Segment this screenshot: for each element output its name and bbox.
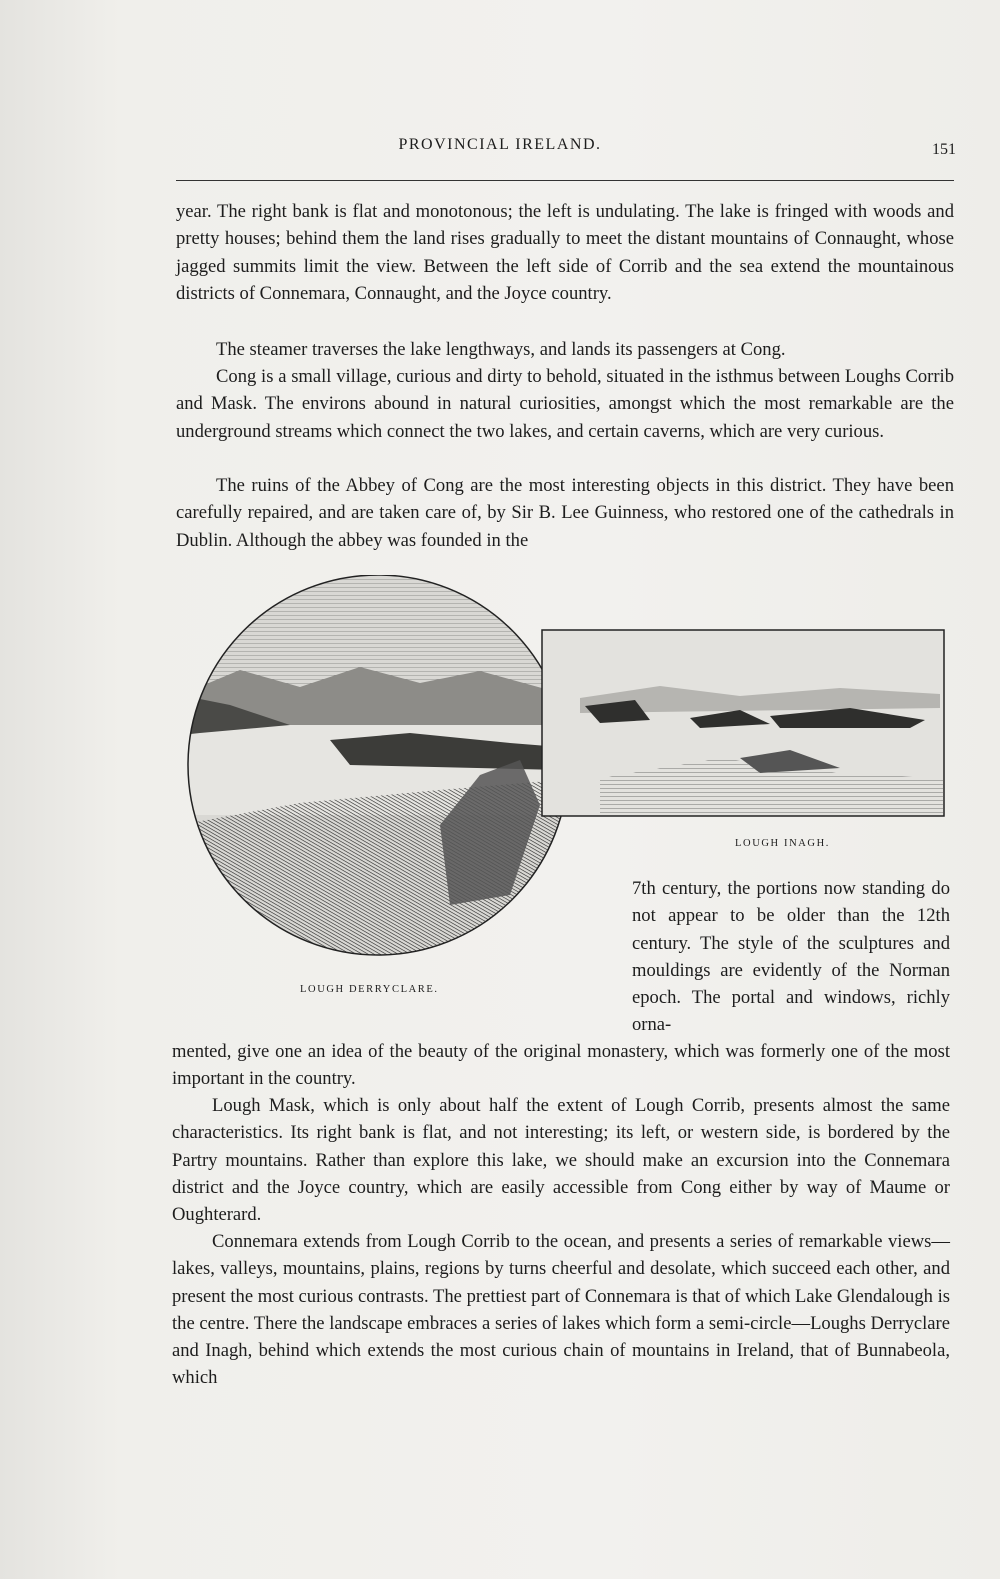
paragraph-7: Connemara extends from Lough Corrib to the ocean, and presents a series of remarkable views—lakes, valleys, mountains, plains, regions by turns cheerful and desolate, which succeed each other, and present the most curious contrasts. The prettiest part of Connemara is that of which Lake Glendalough is the centre. There the landscape embraces a series of lakes which form a semi-circle—Loughs Derryclare and Inagh, behind which extends the most curious chain of mountains in Ireland, that of Bunnabeola, which	[172, 1231, 950, 1389]
paragraph-5-side: 7th century, the portions now standing do not appear to be older than the 12th century. The style of the sculptures and mouldings are evidently of the Norman epoch. The portal and windows, richly orna-	[632, 878, 950, 1036]
paragraph-3: Cong is a small village, curious and dirty to behold, situated in the isthmus between Loughs Corrib and Mask. The environs abound in natural curiosities, amongst which the most remarkable are the underground streams which connect the two lakes, and certain caverns, which are very curious.	[176, 366, 954, 442]
running-title: PROVINCIAL IRELAND.	[398, 136, 602, 153]
paragraph-2: The steamer traverses the lake lengthways, and lands its passengers at Cong.	[216, 339, 786, 360]
paragraph-5-continued: mented, give one an idea of the beauty of the original monastery, which was formerly one of the most important in the country.	[172, 1041, 950, 1090]
caption-lough-derryclare: LOUGH DERRYCLARE.	[300, 984, 439, 995]
page-number: 151	[932, 141, 956, 158]
paragraph-1: year. The right bank is flat and monotonous; the left is undulating. The lake is fringed with woods and pretty houses; behind them the land rises gradually to meet the distant mountains of Connaught, whose jagged summits limit the view. Between the left side of Corrib and the sea extend the mountainous districts of Connemara, Connaught, and the Joyce country.	[176, 201, 954, 304]
caption-lough-inagh: LOUGH INAGH.	[735, 838, 831, 849]
engraving-lough-inagh-icon	[540, 628, 948, 818]
paragraph-4: The ruins of the Abbey of Cong are the most interesting objects in this district. They have been carefully repaired, and are taken care of, by Sir B. Lee Guinness, who restored one of the cathedrals in Dublin. Although the abbey was founded in the	[176, 475, 954, 551]
header-rule	[176, 180, 954, 181]
paragraph-6: Lough Mask, which is only about half the extent of Lough Corrib, presents almost the same characteristics. Its right bank is flat, and not interesting; its left, or western side, is bordered by the Partry mountains. Rather than explore this lake, we should make an excursion into the Connemara district and the Joyce country, which are easily accessible from Cong either by way of Maume or Oughterard.	[172, 1095, 950, 1226]
